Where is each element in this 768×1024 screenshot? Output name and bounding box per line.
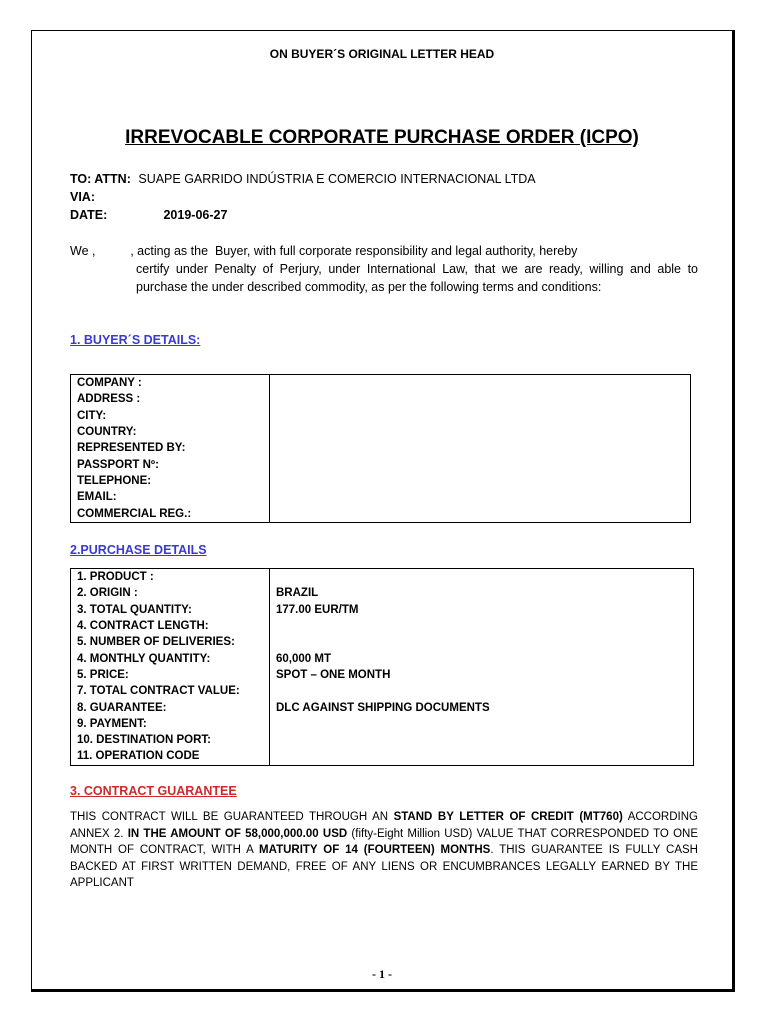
row-label: 9. PAYMENT: [71,716,270,732]
row-label: TELEPHONE: [71,473,270,489]
table-row [71,650,694,666]
row-value [270,473,691,489]
date-label: DATE: [70,208,108,222]
table-row [71,667,694,683]
row-label: 11. OPERATION CODE [71,748,270,765]
row-label: COUNTRY: [71,424,270,440]
row-value [270,440,691,456]
row-value [270,375,691,392]
to-line [70,172,536,186]
guarantee-text-1: THIS CONTRACT WILL BE GUARANTEED THROUGH AN [70,811,394,823]
table-row [71,748,694,765]
table-row [71,716,694,732]
row-label: 2. ORIGIN : [71,585,270,601]
row-label: 4. MONTHLY QUANTITY: [71,650,270,666]
table-row [71,618,694,634]
table-row [71,683,694,699]
row-label: EMAIL: [71,489,270,505]
table-row [71,408,691,424]
row-value: SPOT – ONE MONTH [276,668,391,681]
row-value [270,683,694,699]
row-label: COMPANY : [71,375,270,392]
row-label: 3. TOTAL QUANTITY: [71,602,270,618]
buyer-details-table [70,374,691,523]
row-label: 4. CONTRACT LENGTH: [71,618,270,634]
purchase-details-table [70,568,694,766]
intro-lead: We , , acting as the Buyer, with full corporate responsibility and legal authority, hereby [70,244,578,258]
row-value [270,732,694,748]
document-title: IRREVOCABLE CORPORATE PURCHASE ORDER (ICPO) [125,127,639,148]
row-value [270,505,691,522]
row-label: PASSPORT Nº: [71,456,270,472]
table-row [71,375,691,392]
row-value [270,391,691,407]
row-value: BRAZIL [276,587,319,600]
page-number: - 1 - [372,967,392,981]
via-label: VIA: [70,190,95,204]
row-value [270,408,691,424]
row-value [270,716,694,732]
buyer-details-heading: 1. BUYER´S DETAILS: [70,333,201,347]
date-value: 2019-06-27 [163,208,228,222]
document-page [31,30,735,992]
table-row [71,585,694,601]
contract-guarantee-text [70,809,698,892]
row-value [270,618,694,634]
to-label: TO: ATTN: [70,172,131,186]
purchase-details-heading: 2.PURCHASE DETAILS [70,543,207,557]
row-label: 1. PRODUCT : [71,569,270,586]
via-line [70,190,95,204]
row-value [270,489,691,505]
table-row [71,699,694,715]
guarantee-text-4: . THIS GUARANTEE IS FULLY CASH BACKED AT FIRST WRITTEN DEMAND, FREE OF ANY LIENS OR ENCUMBRANCES LEGALLY EARNED BY THE APPLICANT [70,844,698,889]
row-label: COMMERCIAL REG.: [71,505,270,522]
table-row [71,505,691,522]
to-value: SUAPE GARRIDO INDÚSTRIA E COMERCIO INTERNACIONAL LTDA [138,172,536,186]
table-row [71,602,694,618]
table-row [71,440,691,456]
table-row [71,489,691,505]
row-label: 5. PRICE: [71,667,270,683]
table-row [71,424,691,440]
guarantee-text-2: ACCORDING ANNEX 2. [70,811,698,840]
contract-guarantee-heading: 3. CONTRACT GUARANTEE [70,784,237,798]
row-value: 177.00 EUR/TM [276,603,359,616]
row-value [270,634,694,650]
intro-body: certify under Penalty of Perjury, under International Law, that we are ready, willing and able to purchase the under described commodity, as per the following terms and conditions: [136,262,698,294]
guarantee-text-3: (fifty-Eight Million USD) VALUE THAT CORRESPONDED TO ONE MONTH OF CONTRACT, WITH A [70,827,698,856]
guarantee-bold-amount: IN THE AMOUNT OF 58,000,000.00 USD [127,827,348,840]
table-row [71,732,694,748]
row-label: 10. DESTINATION PORT: [71,732,270,748]
row-label: 8. GUARANTEE: [71,699,270,715]
row-value [270,424,691,440]
table-row [71,456,691,472]
letterhead-note: ON BUYER´S ORIGINAL LETTER HEAD [269,47,495,61]
table-row [71,569,694,586]
row-value [270,456,691,472]
row-label: REPRESENTED BY: [71,440,270,456]
table-row [71,634,694,650]
row-value [270,569,694,586]
table-row [71,473,691,489]
guarantee-bold-sblc: STAND BY LETTER OF CREDIT (MT760) [393,811,623,823]
guarantee-bold-maturity: MATURITY OF 14 (FOURTEEN) MONTHS [259,844,491,856]
row-label: 5. NUMBER OF DELIVERIES: [71,634,270,650]
row-label: ADDRESS : [71,391,270,407]
row-value: DLC AGAINST SHIPPING DOCUMENTS [276,701,490,714]
row-value [270,748,694,765]
row-value: 60,000 MT [276,652,331,665]
date-line [70,208,227,222]
row-label: CITY: [71,408,270,424]
table-row [71,391,691,407]
row-label: 7. TOTAL CONTRACT VALUE: [71,683,270,699]
